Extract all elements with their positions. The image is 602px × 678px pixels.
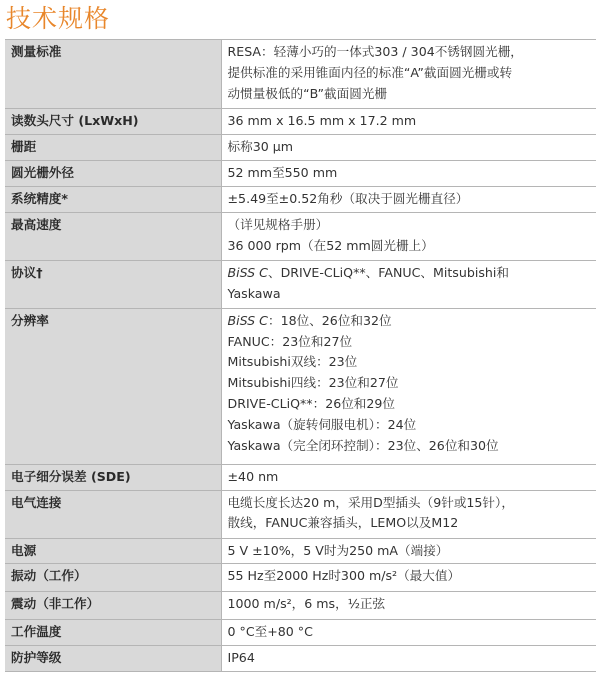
spec-value-line: Yaskawa（旋转伺服电机）：24位 <box>227 417 417 433</box>
spec-row <box>5 490 596 538</box>
spec-value-line: BiSS C、DRIVE-CLiQ**、FANUC、Mitsubishi和 <box>227 264 509 280</box>
spec-value <box>221 490 596 538</box>
spec-value-line: ±40 nm <box>227 468 279 484</box>
spec-label: 读数头尺寸 (LxWxH) <box>5 109 221 135</box>
spec-value <box>221 134 596 160</box>
spec-row <box>5 186 596 212</box>
spec-value-line: DRIVE-CLiQ**：26位和29位 <box>227 396 396 412</box>
spec-label: 振动（工作） <box>5 564 221 592</box>
spec-row <box>5 464 596 490</box>
spec-value <box>221 260 596 308</box>
spec-row <box>5 646 596 672</box>
spec-label: 测量标准 <box>5 40 221 109</box>
spec-value <box>221 40 596 109</box>
spec-label: 圆光栅外径 <box>5 160 221 186</box>
spec-label: 系统精度* <box>5 186 221 212</box>
spec-value <box>221 186 596 212</box>
spec-value-line: BiSS C：18位、26位和32位 <box>227 312 392 328</box>
spec-value <box>221 564 596 592</box>
spec-row <box>5 260 596 308</box>
spec-value-line: RESA：轻薄小巧的一体式303 / 304不锈钢圆光栅， <box>227 44 523 59</box>
spec-value <box>221 538 596 564</box>
spec-row <box>5 308 596 464</box>
page-title: 技术规格 <box>6 4 111 33</box>
spec-value-line: Mitsubishi四线：23位和27位 <box>227 375 399 391</box>
spec-value-line: 提供标准的采用锥面内径的标准“A”截面圆光栅或转 <box>227 64 513 80</box>
spec-table <box>5 39 596 672</box>
spec-value-line: 散线，FANUC兼容插头，LEMO以及M12 <box>227 515 459 531</box>
spec-value-line: 36 mm x 16.5 mm x 17.2 mm <box>227 113 417 128</box>
spec-label: 栅距 <box>5 134 221 160</box>
spec-value <box>221 464 596 490</box>
spec-label: 电源 <box>5 538 221 564</box>
spec-row <box>5 212 596 260</box>
spec-value-line: Yaskawa（完全闭环控制）：23位、26位和30位 <box>227 438 499 454</box>
spec-value-line: ±5.49至±0.52角秒（取决于圆光栅直径） <box>227 190 469 206</box>
spec-value-line: IP64 <box>227 650 255 666</box>
spec-value-line: （详见规格手册） <box>227 216 329 232</box>
spec-value <box>221 160 596 186</box>
spec-value-line: 5 V ±10%，5 V时为250 mA（端接） <box>227 542 449 558</box>
spec-value <box>221 109 596 135</box>
spec-label: 电子细分误差 (SDE) <box>5 464 221 490</box>
spec-value <box>221 646 596 672</box>
spec-row <box>5 620 596 646</box>
spec-value-line: 1000 m/s²，6 ms，½正弦 <box>227 596 386 612</box>
spec-label: 分辨率 <box>5 308 221 464</box>
spec-label: 工作温度 <box>5 620 221 646</box>
spec-value-line: Mitsubishi双线：23位 <box>227 354 358 370</box>
spec-value-line: 动惯量极低的“B”截面圆光栅 <box>227 85 388 101</box>
spec-row <box>5 134 596 160</box>
spec-value <box>221 212 596 260</box>
spec-value <box>221 592 596 620</box>
spec-value-line: 标称30 μm <box>227 138 293 154</box>
spec-table-body <box>5 40 596 672</box>
spec-value <box>221 620 596 646</box>
spec-label: 震动（非工作） <box>5 592 221 620</box>
spec-value-line: 电缆长度长达20 m，采用D型插头（9针或15针）， <box>227 494 514 510</box>
spec-row <box>5 109 596 135</box>
spec-label: 电气连接 <box>5 490 221 538</box>
spec-row <box>5 160 596 186</box>
spec-value <box>221 308 596 464</box>
spec-value-line: 55 Hz至2000 Hz时300 m/s²（最大值） <box>227 568 461 584</box>
spec-value-line: 52 mm至550 mm <box>227 164 338 180</box>
spec-value-line: Yaskawa <box>227 285 281 301</box>
spec-row <box>5 564 596 592</box>
spec-label: 防护等级 <box>5 646 221 672</box>
spec-value-line: FANUC：23位和27位 <box>227 333 353 349</box>
spec-label: 最高速度 <box>5 212 221 260</box>
spec-row <box>5 538 596 564</box>
spec-label: 协议† <box>5 260 221 308</box>
spec-row <box>5 592 596 620</box>
spec-row <box>5 40 596 109</box>
spec-value-line: 36 000 rpm（在52 mm圆光栅上） <box>227 237 434 253</box>
spec-value-line: 0 °C至+80 °C <box>227 624 313 640</box>
